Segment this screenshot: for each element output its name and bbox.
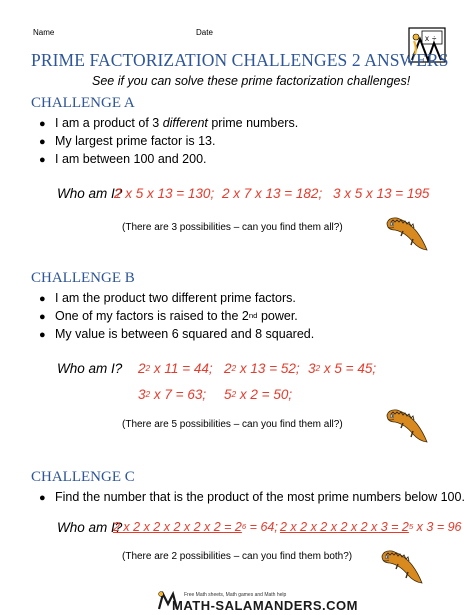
answer-c-1: 2 x 2 x 2 x 2 x 2 x $2 = 2^6 = 64$;: [113, 520, 278, 534]
salamander-icon: [383, 404, 433, 444]
page-title: PRIME FACTORIZATION CHALLENGES 2 ANSWERS: [31, 50, 449, 70]
challenge-b-note: (There are 5 possibilities – can you find them all?): [122, 419, 343, 430]
challenge-a-heading: CHALLENGE A: [31, 95, 135, 111]
answer-c-2: 2 x 2 x 2 x 2 x 2 x $3 = 2^5$ x 3 = 96: [280, 520, 462, 534]
list-item: ● I am between 100 and 200.: [39, 152, 207, 166]
answer-a-2: 2 x 7 x 13 = 182;: [222, 186, 323, 201]
salamander-icon: [378, 545, 428, 585]
page-subtitle: See if you can solve these prime factorization challenges!: [92, 74, 411, 88]
svg-text:x: x: [425, 34, 429, 43]
list-item: ● My largest prime factor is 13.: [39, 134, 216, 148]
answer-a-1: 2 x 5 x 13 = 130;: [114, 186, 215, 201]
list-item: ● Find the number that is the product of the most prime numbers below 100.: [39, 490, 465, 504]
footer-logo: MATH-SALAMANDERS.COM: [172, 598, 358, 613]
list-item: ● I am the product two different prime factors.: [39, 291, 296, 305]
answer-b-1: $2^2$ x 11 = 44;: [138, 361, 213, 376]
challenge-b-heading: CHALLENGE B: [31, 270, 135, 286]
answer-row-a: Who am I?: [57, 186, 123, 201]
challenge-c-heading: CHALLENGE C: [31, 469, 135, 485]
answer-b-5: $5^2$ x 2 = 50;: [224, 387, 293, 402]
answer-b-2: $2^2$ x 13 = 52;: [224, 361, 300, 376]
list-item: ● My value is between 6 squared and 8 squared.: [39, 327, 315, 341]
who-am-i-b: Who am I?: [57, 361, 123, 376]
list-item: ● One of my factors is raised to the 2nd power.: [39, 309, 298, 323]
date-label: Date: [196, 28, 213, 37]
svg-text:÷: ÷: [432, 34, 437, 43]
salamander-icon: [383, 212, 433, 252]
list-item: ● I am a product of 3 different prime numbers.: [39, 116, 299, 130]
name-label: Name: [33, 28, 55, 37]
challenge-c-note: (There are 2 possibilities – can you find them both?): [122, 551, 353, 562]
challenge-a-note: (There are 3 possibilities – can you find them all?): [122, 222, 343, 233]
answer-a-3: 3 x 5 x 13 = 195: [333, 186, 430, 201]
answer-b-4: $3^2$ x 7 = 63;: [138, 387, 207, 402]
answer-b-3: $3^2$ x 5 = 45;: [308, 361, 377, 376]
who-am-i-c: Who am I?: [57, 520, 123, 535]
footer-tagline: Free Math sheets, Math games and Math help: [184, 592, 287, 598]
